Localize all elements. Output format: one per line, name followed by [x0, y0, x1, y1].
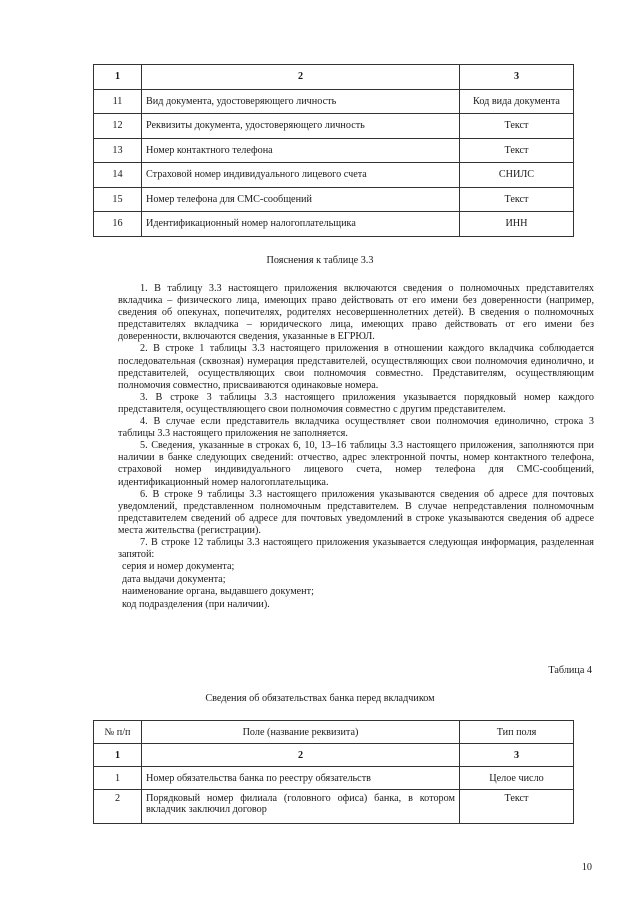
field-type: Текст — [460, 790, 574, 824]
field-type: Текст — [460, 114, 574, 139]
table-row — [94, 187, 574, 212]
header-cell: 1 — [94, 65, 142, 90]
note-paragraph: 7. В строке 12 таблицы 3.3 настоящего приложения указывается следующая информация, разделенная запятой: — [118, 536, 594, 561]
list-item: серия и номер документа; — [122, 561, 235, 573]
field-name: Страховой номер индивидуального лицевого счета — [142, 163, 460, 188]
field-name: Номер контактного телефона — [142, 138, 460, 163]
row-number: 13 — [94, 138, 142, 163]
note-paragraph: 4. В случае если представитель вкладчика осуществляет свои полномочия единолично, строка 3 таблицы 3.3 настоящего приложения не заполняется. — [118, 416, 594, 440]
row-number: 11 — [94, 89, 142, 114]
field-type: СНИЛС — [460, 163, 574, 188]
page-number: 10 — [581, 862, 592, 873]
row-number: 14 — [94, 163, 142, 188]
header-cell: 2 — [142, 65, 460, 90]
table-row — [94, 790, 574, 824]
field-name: Порядковый номер филиала (головного офиса) банка, в котором вкладчик заключил договор — [142, 790, 460, 824]
header-cell: 2 — [142, 744, 460, 767]
row-number: 15 — [94, 187, 142, 212]
field-name: Номер телефона для СМС-сообщений — [142, 187, 460, 212]
note-paragraph: 2. В строке 1 таблицы 3.3 настоящего приложения в отношении каждого вкладчика соблюдается последовательная (сквозная) нумерация представителей, осуществляющих свои полномочия единолично, и представителей, осуществляющих свои полномочия совместно. Представителям, осуществляющим полномочия совместно, присваиваются одинаковые номера. — [118, 343, 594, 391]
field-type: Текст — [460, 138, 574, 163]
table-row — [94, 212, 574, 237]
bank-obligations-table — [93, 720, 574, 824]
table-row — [94, 138, 574, 163]
notes-heading: Пояснения к таблице 3.3 — [266, 255, 374, 266]
list-item: наименование органа, выдавшего документ; — [122, 586, 314, 598]
note-paragraph: 1. В таблицу 3.3 настоящего приложения включаются сведения о полномочных представителях вкладчика – физического лица, имеющих право действовать от его имени без доверенности (например, сведения об опекунах, попечителях, родителях несовершеннолетних детей). В сведения о полномочных представителях вкладчика – юридического лица, имеющих право действовать от его имени без доверенности, включаются сведения, указанные в ЕГРЮЛ. — [118, 283, 594, 343]
field-type: Код вида документа — [460, 89, 574, 114]
header-cell: 3 — [460, 65, 574, 90]
note-paragraph: 6. В строке 9 таблицы 3.3 настоящего приложения указываются сведения об адресе для почтовых уведомлений, представленном полномочным представителем. В случае непредставления полномочным представителем сведений об адресе для почтовых уведомлений в строке указываются сведения об адресе места жительства (регистрации). — [118, 488, 594, 536]
column-titles-row — [94, 721, 574, 744]
table-title: Сведения об обязательствах банка перед вкладчиком — [205, 693, 435, 704]
row-number: 2 — [94, 790, 142, 824]
table-header-row — [94, 65, 574, 90]
notes-body — [118, 283, 594, 611]
header-cell: 3 — [460, 744, 574, 767]
field-name: Идентификационный номер налогоплательщика — [142, 212, 460, 237]
table-header-row — [94, 744, 574, 767]
table-label: Таблица 4 — [548, 665, 592, 676]
table-row — [94, 114, 574, 139]
field-name: Вид документа, удостоверяющего личность — [142, 89, 460, 114]
row-number: 12 — [94, 114, 142, 139]
field-type: ИНН — [460, 212, 574, 237]
note-paragraph: 5. Сведения, указанные в строках 6, 10, 13–16 таблицы 3.3 настоящего приложения, заполняются при наличии в банке следующих сведений: отчество, адрес электронной почты, номер контактного телефона, страховой номер индивидуального лицевого счета, номер телефона для СМС-сообщений, идентификационный номер налогоплательщика. — [118, 440, 594, 488]
field-name: Реквизиты документа, удостоверяющего личность — [142, 114, 460, 139]
note-paragraph: 3. В строке 3 таблицы 3.3 настоящего приложения указывается порядковый номер каждого представителя, осуществляющего свои полномочия совместно с другим представителем. — [118, 391, 594, 415]
header-cell: 1 — [94, 744, 142, 767]
list-item: дата выдачи документа; — [122, 573, 226, 585]
document-details-list — [122, 561, 594, 611]
row-number: 16 — [94, 212, 142, 237]
column-title: Тип поля — [460, 721, 574, 744]
row-number: 1 — [94, 767, 142, 790]
fields-table-continued — [93, 64, 574, 237]
column-title: Поле (название реквизита) — [142, 721, 460, 744]
column-title: № п/п — [94, 721, 142, 744]
table-row — [94, 163, 574, 188]
list-item: код подразделения (при наличии). — [122, 598, 270, 610]
table-row — [94, 89, 574, 114]
field-name: Номер обязательства банка по реестру обязательств — [142, 767, 460, 790]
field-type: Целое число — [460, 767, 574, 790]
field-type: Текст — [460, 187, 574, 212]
table-row — [94, 767, 574, 790]
